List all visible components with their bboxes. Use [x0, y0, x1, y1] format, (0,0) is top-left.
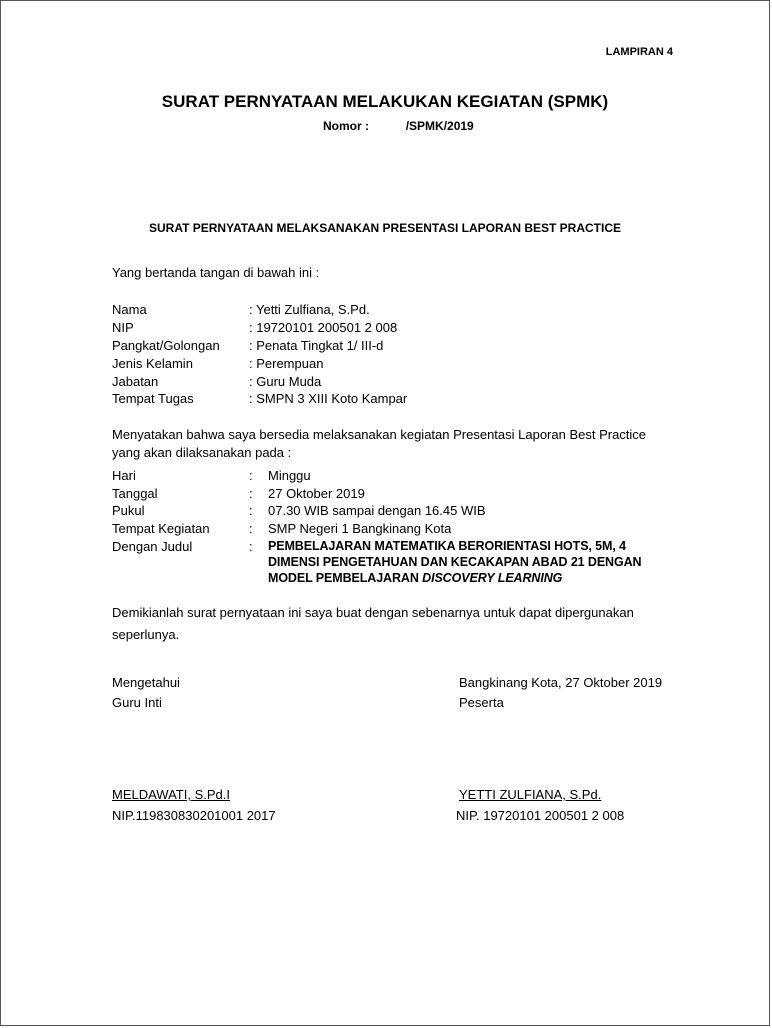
event-value-hari: Minggu: [268, 468, 311, 483]
event-label-tanggal: Tanggal: [112, 486, 158, 501]
event-label-tempat: Tempat Kegiatan: [112, 521, 210, 536]
nomor-line: [323, 119, 474, 133]
left-sign-name: MELDAWATI, S.Pd.I: [112, 787, 230, 802]
identity-value-nama: : Yetti Zulfiana, S.Pd.: [249, 302, 370, 317]
left-sign-nip: NIP.119830830201001 2017: [112, 808, 276, 823]
document-subtitle: SURAT PERNYATAAN MELAKSANAKAN PRESENTASI LAPORAN BEST PRACTICE: [148, 221, 622, 235]
event-value-pukul: 07.30 WIB sampai dengan 16.45 WIB: [268, 503, 486, 518]
identity-label-jenis-kelamin: Jenis Kelamin: [112, 356, 193, 371]
event-row-pukul: : 07.30 WIB sampai dengan 16.45 WIB: [249, 503, 486, 518]
right-sign-place-date: Bangkinang Kota, 27 Oktober 2019: [459, 675, 663, 690]
identity-value-tempat-tugas: : SMPN 3 XIII Koto Kampar: [249, 391, 408, 406]
event-row-tempat: : SMP Negeri 1 Bangkinang Kota: [249, 521, 452, 536]
judul-line-3: [268, 570, 688, 586]
identity-label-nip: NIP: [112, 320, 134, 335]
closing-line-1: Demikianlah surat pernyataan ini saya buat dengan sebenarnya untuk dapat dipergunakan: [112, 605, 634, 620]
event-row-hari: : Minggu: [249, 468, 311, 483]
document-title: SURAT PERNYATAAN MELAKUKAN KEGIATAN (SPMK): [161, 92, 609, 111]
event-label-hari: Hari: [112, 468, 136, 483]
right-sign-name: YETTI ZULFIANA, S.Pd.: [459, 787, 602, 802]
identity-label-tempat-tugas: Tempat Tugas: [112, 391, 194, 406]
left-sign-line-1: Mengetahui: [112, 675, 180, 690]
event-label-judul: Dengan Judul: [112, 539, 193, 554]
judul-line-3-prefix: MODEL PEMBELAJARAN: [268, 571, 423, 585]
judul-text: [268, 538, 688, 586]
identity-label-jabatan: Jabatan: [112, 374, 159, 389]
event-row-tanggal: : 27 Oktober 2019: [249, 486, 365, 501]
intro-text: Yang bertanda tangan di bawah ini :: [112, 265, 320, 280]
judul-line-2: DIMENSI PENGETAHUAN DAN KECAKAPAN ABAD 21 DENGAN: [268, 555, 642, 569]
event-label-pukul: Pukul: [112, 503, 145, 518]
closing-line-2: seperlunya.: [112, 627, 180, 642]
identity-label-pangkat: Pangkat/Golongan: [112, 338, 220, 353]
statement-line-1: Menyatakan bahwa saya bersedia melaksanakan kegiatan Presentasi Laporan Best Practice: [112, 427, 647, 442]
judul-line-3-italic: DISCOVERY LEARNING: [422, 571, 563, 585]
lampiran-label: LAMPIRAN 4: [605, 46, 673, 58]
nomor-label: Nomor :: [323, 119, 369, 133]
event-value-tanggal: 27 Oktober 2019: [268, 486, 365, 501]
right-sign-nip: NIP. 19720101 200501 2 008: [456, 808, 625, 823]
statement-line-2: yang akan dilaksanakan pada :: [112, 445, 292, 460]
identity-value-pangkat: : Penata Tingkat 1/ III-d: [249, 338, 384, 353]
event-value-tempat: SMP Negeri 1 Bangkinang Kota: [268, 521, 452, 536]
identity-value-jenis-kelamin: : Perempuan: [249, 356, 324, 371]
right-sign-role: Peserta: [459, 695, 504, 710]
identity-label-nama: Nama: [112, 302, 147, 317]
left-sign-line-2: Guru Inti: [112, 695, 162, 710]
judul-line-1: PEMBELAJARAN MATEMATIKA BERORIENTASI HOTS, 5M, 4: [268, 539, 626, 553]
identity-value-jabatan: : Guru Muda: [249, 374, 322, 389]
event-colon-judul: :: [249, 539, 253, 554]
nomor-value: /SPMK/2019: [405, 119, 474, 133]
identity-value-nip: : 19720101 200501 2 008: [249, 320, 398, 335]
